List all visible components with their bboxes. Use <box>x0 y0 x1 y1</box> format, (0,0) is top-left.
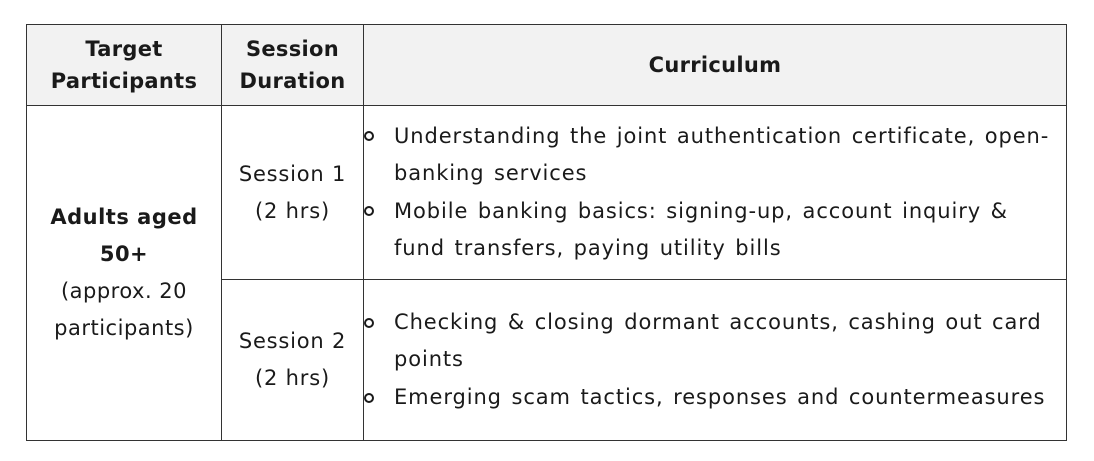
session-1-curriculum <box>364 106 1067 280</box>
session-1-cell <box>222 106 364 280</box>
session-2-curriculum <box>364 280 1067 441</box>
header-target-participants-line2: Participants <box>50 69 198 93</box>
session-1-item-list <box>364 118 1066 268</box>
list-item <box>364 118 1066 193</box>
hollow-circle-icon <box>364 118 394 156</box>
header-target-participants-line1: Target <box>85 37 163 61</box>
list-item <box>364 379 1066 417</box>
session-2-cell <box>222 280 364 441</box>
session-1-duration: (2 hrs) <box>255 198 330 223</box>
participants-line2: 50+ <box>99 242 149 266</box>
participants-line4: participants) <box>54 316 194 340</box>
participants-cell <box>27 106 222 441</box>
header-session-duration <box>222 25 364 106</box>
session-2-duration: (2 hrs) <box>255 366 330 390</box>
participants-line3: (approx. 20 <box>60 279 188 303</box>
curriculum-table <box>26 24 1067 441</box>
session-2-name: Session 2 <box>238 329 347 353</box>
curriculum-item-text: Understanding the joint authentication certificate, open-banking services <box>394 123 1050 185</box>
session-1-name: Session 1 <box>238 161 347 186</box>
session-2-item-list <box>364 304 1066 417</box>
header-curriculum: Curriculum <box>364 25 1067 106</box>
curriculum-item-text: Emerging scam tactics, responses and countermeasures <box>394 384 1046 409</box>
header-row <box>27 25 1067 106</box>
hollow-circle-icon <box>364 193 394 231</box>
header-session-duration-line2: Duration <box>239 69 346 93</box>
header-session-duration-line1: Session <box>245 37 340 61</box>
header-target-participants <box>27 25 222 106</box>
session-row-1 <box>27 106 1067 280</box>
list-item <box>364 304 1066 379</box>
hollow-circle-icon <box>364 379 394 417</box>
curriculum-item-text: Checking & closing dormant accounts, cashing out card points <box>394 309 1042 372</box>
list-item <box>364 193 1066 268</box>
curriculum-item-text: Mobile banking basics: signing-up, account inquiry & fund transfers, paying utility bills <box>394 198 1008 260</box>
participants-line1: Adults aged <box>50 205 198 229</box>
hollow-circle-icon <box>364 304 394 342</box>
